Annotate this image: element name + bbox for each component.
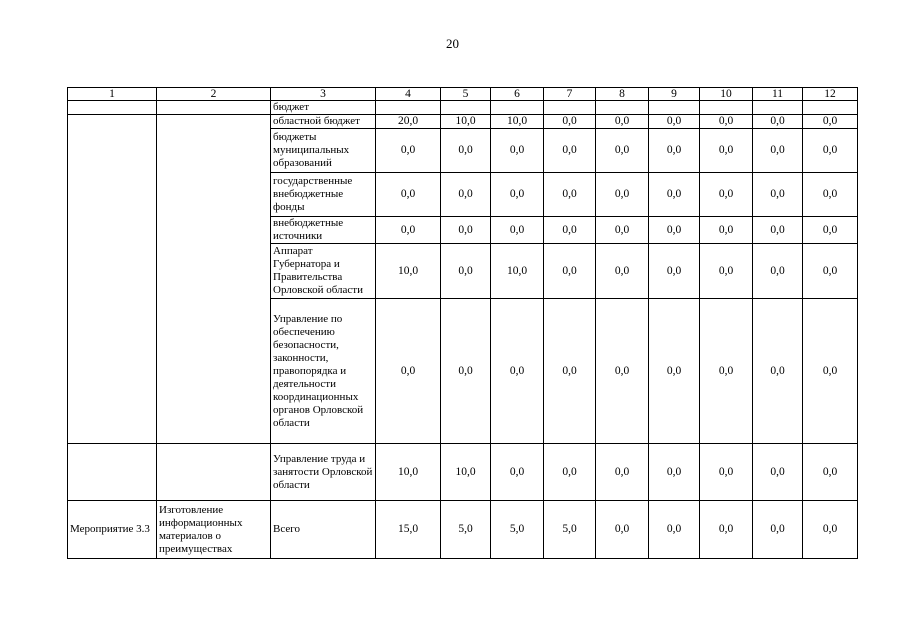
value-cell: 15,0 (376, 501, 441, 559)
value-cell (376, 101, 441, 115)
value-cell (441, 101, 491, 115)
value-cell: 0,0 (803, 173, 858, 217)
value-cell (544, 101, 596, 115)
value-cell: 0,0 (803, 244, 858, 299)
description-cell (157, 444, 271, 501)
column-header: 6 (491, 88, 544, 101)
value-cell: 0,0 (544, 244, 596, 299)
value-cell: 5,0 (544, 501, 596, 559)
value-cell: 0,0 (649, 501, 700, 559)
value-cell: 10,0 (376, 444, 441, 501)
value-cell: 0,0 (753, 244, 803, 299)
value-cell: 0,0 (700, 217, 753, 244)
value-cell: 5,0 (491, 501, 544, 559)
value-cell: 0,0 (700, 444, 753, 501)
column-number-header-row (68, 88, 858, 101)
value-cell: 0,0 (803, 501, 858, 559)
value-cell: 0,0 (596, 173, 649, 217)
value-cell: 0,0 (596, 299, 649, 444)
description-cell: Изготовление информационных материалов о преимуществах (157, 501, 271, 559)
description-cell (157, 115, 271, 444)
column-header: 5 (441, 88, 491, 101)
value-cell (491, 101, 544, 115)
value-cell: 10,0 (441, 444, 491, 501)
funding-source-cell: государственные внебюджетные фонды (271, 173, 376, 217)
value-cell: 0,0 (700, 115, 753, 129)
value-cell: 0,0 (700, 299, 753, 444)
value-cell: 0,0 (803, 115, 858, 129)
column-header: 9 (649, 88, 700, 101)
value-cell: 0,0 (596, 244, 649, 299)
value-cell: 0,0 (700, 129, 753, 173)
value-cell: 0,0 (544, 217, 596, 244)
column-header: 7 (544, 88, 596, 101)
value-cell: 0,0 (700, 501, 753, 559)
value-cell: 0,0 (753, 444, 803, 501)
value-cell: 0,0 (700, 173, 753, 217)
value-cell: 0,0 (753, 129, 803, 173)
value-cell: 0,0 (441, 244, 491, 299)
value-cell: 0,0 (753, 115, 803, 129)
funding-source-cell: Управление по обеспечению безопасности, законности, правопорядка и деятельности координационных органов Орловской области (271, 299, 376, 444)
value-cell: 0,0 (649, 217, 700, 244)
column-header: 2 (157, 88, 271, 101)
event-cell: Мероприятие 3.3 (68, 501, 157, 559)
funding-source-cell: Всего (271, 501, 376, 559)
event-cell (68, 115, 157, 444)
value-cell: 10,0 (376, 244, 441, 299)
value-cell: 0,0 (753, 501, 803, 559)
value-cell: 0,0 (544, 299, 596, 444)
value-cell: 20,0 (376, 115, 441, 129)
value-cell (753, 101, 803, 115)
value-cell: 0,0 (649, 444, 700, 501)
value-cell: 0,0 (376, 173, 441, 217)
value-cell: 0,0 (753, 173, 803, 217)
value-cell: 10,0 (441, 115, 491, 129)
value-cell: 0,0 (596, 115, 649, 129)
value-cell: 5,0 (441, 501, 491, 559)
funding-source-cell: бюджет (271, 101, 376, 115)
value-cell: 0,0 (596, 217, 649, 244)
page-number: 20 (446, 36, 459, 51)
value-cell: 0,0 (491, 444, 544, 501)
value-cell: 0,0 (544, 444, 596, 501)
funding-source-cell: Аппарат Губернатора и Правительства Орловской области (271, 244, 376, 299)
value-cell: 0,0 (441, 129, 491, 173)
value-cell: 0,0 (491, 173, 544, 217)
table-row (68, 101, 858, 115)
event-cell (68, 444, 157, 501)
value-cell (803, 101, 858, 115)
funding-source-cell: бюджеты муниципальных образований (271, 129, 376, 173)
value-cell: 0,0 (700, 244, 753, 299)
value-cell: 0,0 (441, 299, 491, 444)
column-header: 3 (271, 88, 376, 101)
budget-table (67, 87, 858, 559)
column-header: 12 (803, 88, 858, 101)
column-header: 11 (753, 88, 803, 101)
value-cell: 0,0 (596, 501, 649, 559)
value-cell: 10,0 (491, 115, 544, 129)
value-cell: 0,0 (649, 115, 700, 129)
value-cell: 0,0 (491, 299, 544, 444)
value-cell: 0,0 (803, 217, 858, 244)
value-cell: 0,0 (803, 299, 858, 444)
column-header: 8 (596, 88, 649, 101)
value-cell: 0,0 (649, 129, 700, 173)
funding-source-cell: Управление труда и занятости Орловской области (271, 444, 376, 501)
description-cell (157, 101, 271, 115)
column-header: 4 (376, 88, 441, 101)
value-cell: 0,0 (441, 173, 491, 217)
funding-source-cell: внебюджетные источники (271, 217, 376, 244)
value-cell: 0,0 (376, 129, 441, 173)
table-row (68, 501, 858, 559)
value-cell: 0,0 (753, 299, 803, 444)
value-cell: 0,0 (544, 115, 596, 129)
value-cell (700, 101, 753, 115)
value-cell: 0,0 (803, 129, 858, 173)
value-cell: 0,0 (649, 173, 700, 217)
value-cell (649, 101, 700, 115)
funding-source-cell: областной бюджет (271, 115, 376, 129)
value-cell: 10,0 (491, 244, 544, 299)
event-cell (68, 101, 157, 115)
value-cell: 0,0 (491, 129, 544, 173)
value-cell: 0,0 (544, 129, 596, 173)
column-header: 10 (700, 88, 753, 101)
value-cell: 0,0 (376, 217, 441, 244)
value-cell: 0,0 (491, 217, 544, 244)
value-cell: 0,0 (753, 217, 803, 244)
table-row (68, 115, 858, 129)
value-cell: 0,0 (803, 444, 858, 501)
value-cell: 0,0 (596, 444, 649, 501)
value-cell: 0,0 (544, 173, 596, 217)
table-row (68, 444, 858, 501)
value-cell (596, 101, 649, 115)
value-cell: 0,0 (649, 244, 700, 299)
value-cell: 0,0 (596, 129, 649, 173)
value-cell: 0,0 (649, 299, 700, 444)
column-header: 1 (68, 88, 157, 101)
value-cell: 0,0 (441, 217, 491, 244)
value-cell: 0,0 (376, 299, 441, 444)
